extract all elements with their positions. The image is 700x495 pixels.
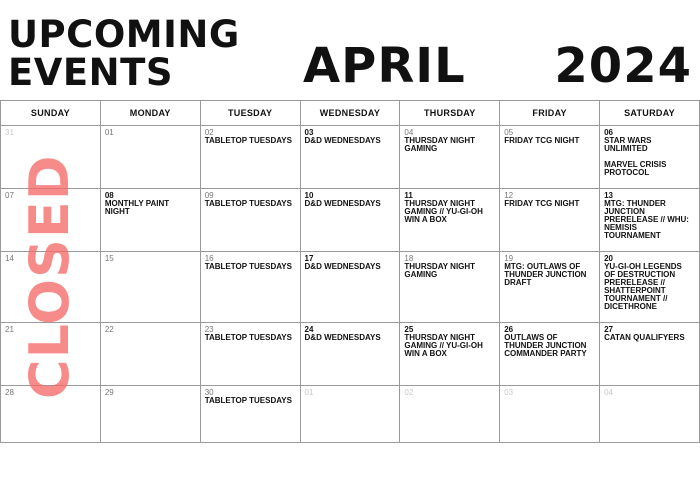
day-number: 27 (604, 325, 613, 334)
day-number: 20 (604, 254, 613, 263)
day-number: 02 (204, 128, 214, 137)
day-cell (200, 386, 300, 443)
event-item: THURSDAY NIGHT GAMING (404, 136, 476, 153)
day-cell (300, 323, 400, 386)
day-number: 12 (504, 191, 514, 200)
day-cell (500, 323, 600, 386)
day-number: 05 (504, 128, 514, 137)
day-number: 13 (604, 191, 613, 200)
day-cell (300, 126, 400, 189)
weekday-tuesday: TUESDAY (200, 101, 300, 126)
event-item: MARVEL CRISIS PROTOCOL (604, 160, 667, 177)
event-list (604, 200, 695, 240)
event-item: TABLETOP TUESDAYS (204, 333, 292, 342)
event-item: D&D WEDNESDAYS (304, 262, 381, 271)
calendar-grid (0, 100, 700, 443)
event-item: YU-GI-OH LEGENDS OF DESTRUCTION PRERELEASE // SHATTERPOINT TOURNAMENT // DICETHRONE (604, 262, 682, 311)
title-line-events: EVENTS (8, 51, 174, 94)
day-cell (1, 189, 101, 252)
event-item: TABLETOP TUESDAYS (204, 199, 292, 208)
day-cell (600, 252, 700, 323)
title-line-upcoming: UPCOMING (8, 13, 240, 56)
event-item: TABLETOP TUESDAYS (204, 262, 292, 271)
day-cell (500, 386, 600, 443)
event-list (305, 200, 396, 208)
day-cell (400, 189, 500, 252)
day-number: 03 (304, 128, 314, 137)
day-cell (100, 252, 200, 323)
day-number: 16 (204, 254, 214, 263)
day-number: 04 (404, 128, 414, 137)
event-list (105, 200, 196, 216)
day-cell (200, 189, 300, 252)
week-row (1, 323, 700, 386)
day-number: 22 (104, 325, 114, 334)
day-cell (300, 386, 400, 443)
event-list (604, 137, 695, 177)
event-item: THURSDAY NIGHT GAMING (404, 262, 476, 279)
day-number: 02 (404, 388, 414, 397)
event-list (205, 334, 296, 342)
day-cell (1, 126, 101, 189)
day-cell (500, 126, 600, 189)
weekday-wednesday: WEDNESDAY (300, 101, 400, 126)
event-list (205, 137, 296, 145)
event-list (504, 263, 595, 287)
day-cell (400, 126, 500, 189)
day-number: 21 (5, 325, 14, 334)
day-number: 10 (304, 191, 314, 200)
week-row (1, 386, 700, 443)
weekday-sunday: SUNDAY (1, 101, 101, 126)
day-cell (500, 252, 600, 323)
event-item: TABLETOP TUESDAYS (204, 396, 292, 405)
week-row (1, 252, 700, 323)
day-cell (100, 189, 200, 252)
event-item: D&D WEDNESDAYS (304, 199, 381, 208)
day-cell (100, 126, 200, 189)
week-row (1, 189, 700, 252)
day-number: 26 (504, 325, 514, 334)
event-item: THURSDAY NIGHT GAMING // YU-GI-OH WIN A BOX (404, 333, 483, 358)
event-list (604, 263, 695, 311)
event-list (404, 200, 495, 224)
event-list (205, 263, 296, 271)
event-item: MTG: THUNDER JUNCTION PRERELEASE // WHU: NEMISIS TOURNAMENT (604, 199, 689, 240)
day-number: 07 (5, 191, 14, 200)
event-list (404, 263, 495, 279)
day-cell (1, 252, 101, 323)
event-list (205, 200, 296, 208)
day-number: 18 (404, 254, 414, 263)
event-item: CATAN QUALIFYERS (604, 333, 685, 342)
event-list (504, 334, 595, 358)
day-cell (300, 252, 400, 323)
day-number: 11 (404, 191, 413, 200)
day-cell (100, 386, 200, 443)
day-number: 19 (504, 254, 514, 263)
day-number: 15 (104, 254, 114, 263)
day-number: 23 (204, 325, 214, 334)
event-list (305, 137, 396, 145)
day-number: 25 (404, 325, 414, 334)
day-number: 30 (204, 388, 214, 397)
event-item: FRIDAY TCG NIGHT (504, 199, 580, 208)
weekday-monday: MONDAY (100, 101, 200, 126)
day-cell (300, 189, 400, 252)
day-cell (600, 386, 700, 443)
closed-stamp: CLOSED (18, 154, 81, 399)
event-item: D&D WEDNESDAYS (304, 333, 381, 342)
page-title (8, 13, 240, 94)
event-item: MTG: OUTLAWS OF THUNDER JUNCTION DRAFT (504, 262, 587, 287)
day-number: 01 (104, 128, 114, 137)
day-cell (600, 126, 700, 189)
day-number: 29 (104, 388, 114, 397)
weekday-saturday: SATURDAY (600, 101, 700, 126)
event-item: MONTHLY PAINT NIGHT (104, 199, 170, 216)
event-item: THURSDAY NIGHT GAMING // YU-GI-OH WIN A BOX (404, 199, 483, 224)
event-item: OUTLAWS OF THUNDER JUNCTION COMMANDER PARTY (504, 333, 587, 358)
day-number: 28 (5, 388, 14, 397)
day-number: 09 (204, 191, 214, 200)
event-item: STAR WARS UNLIMITED (604, 136, 652, 153)
event-item: D&D WEDNESDAYS (304, 136, 381, 145)
day-cell (400, 386, 500, 443)
event-list (504, 137, 595, 145)
event-list (404, 334, 495, 358)
day-number: 31 (5, 128, 14, 137)
day-number: 06 (604, 128, 613, 137)
day-cell (200, 323, 300, 386)
day-number: 17 (304, 254, 314, 263)
day-number: 03 (504, 388, 514, 397)
day-cell (1, 323, 101, 386)
event-list (404, 137, 495, 153)
day-number: 01 (304, 388, 314, 397)
day-number: 04 (604, 388, 613, 397)
day-cell (600, 323, 700, 386)
event-list (305, 334, 396, 342)
day-cell (200, 252, 300, 323)
weekday-thursday: THURSDAY (400, 101, 500, 126)
week-row (1, 126, 700, 189)
event-list (205, 397, 296, 405)
year-label: 2024 (554, 38, 692, 94)
event-list (305, 263, 396, 271)
day-cell (500, 189, 600, 252)
event-item: TABLETOP TUESDAYS (204, 136, 292, 145)
day-number: 08 (104, 191, 114, 200)
event-list (604, 334, 695, 342)
day-number: 24 (304, 325, 314, 334)
event-item: FRIDAY TCG NIGHT (504, 136, 580, 145)
event-list (504, 200, 595, 208)
day-cell (600, 189, 700, 252)
day-cell (1, 386, 101, 443)
month-label: APRIL (303, 38, 466, 94)
day-cell (400, 323, 500, 386)
weekday-friday: FRIDAY (500, 101, 600, 126)
day-cell (200, 126, 300, 189)
weekday-header-row (1, 101, 700, 126)
day-number: 14 (5, 254, 14, 263)
day-cell (400, 252, 500, 323)
day-cell (100, 323, 200, 386)
